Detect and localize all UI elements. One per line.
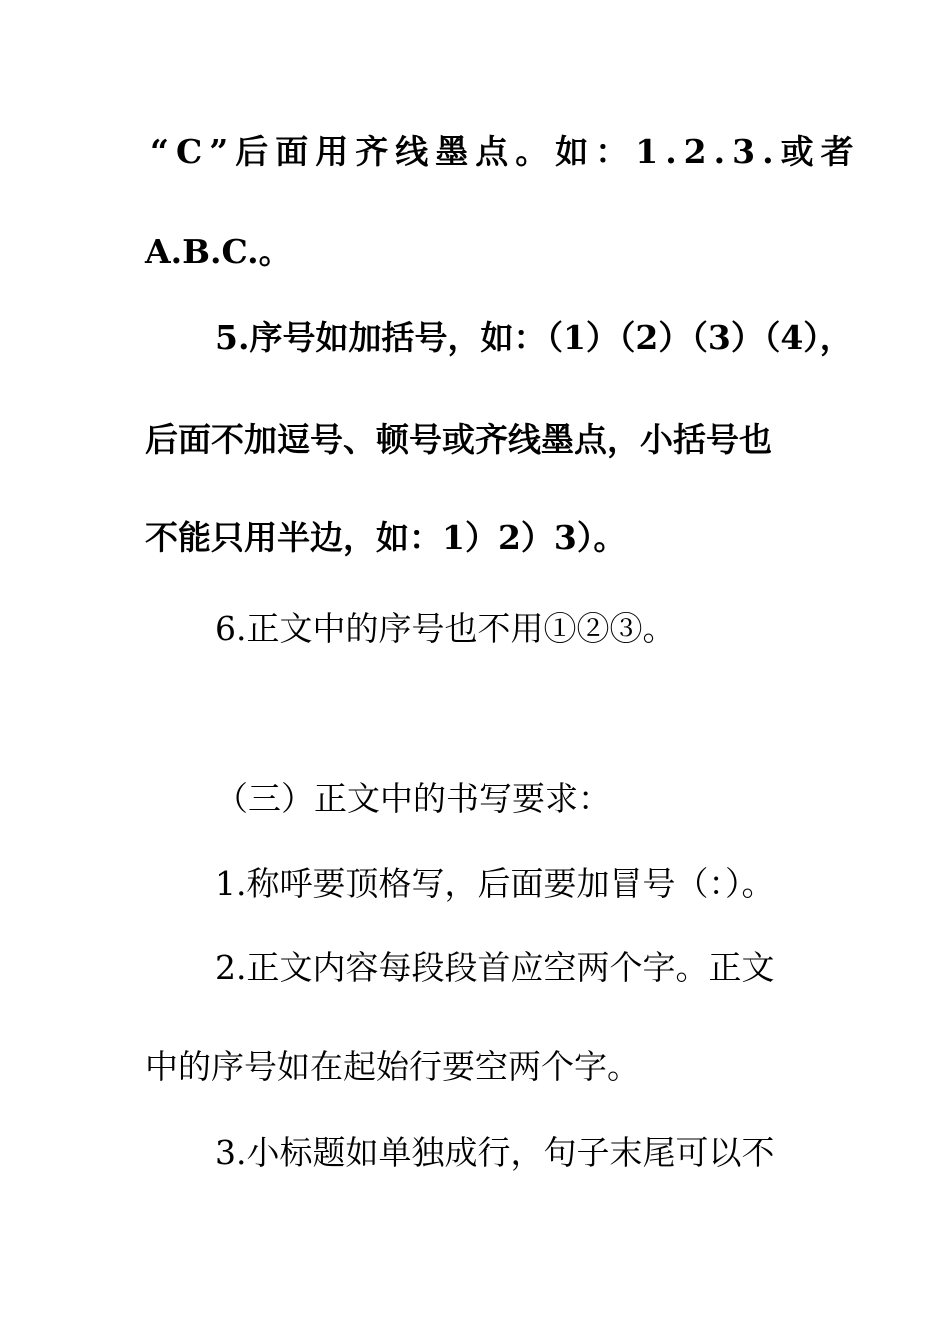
text-line-3: 5.序号如加括号，如：（1）（2）（3）（4）， — [215, 318, 853, 357]
text-line-4: 后面不加逗号、顿号或齐线墨点，小括号也 — [145, 420, 772, 459]
text-line-2: A.B.C.。 — [145, 232, 292, 271]
text-line-9: 2.正文内容每段段首应空两个字。正文 — [215, 948, 775, 987]
text-line-1: “C”后面用齐线墨点。如：1.2.3.或者 — [150, 132, 861, 171]
text-line-8: 1.称呼要顶格写，后面要加冒号（：）。 — [215, 864, 775, 903]
text-line-11: 3.小标题如单独成行，句子末尾可以不 — [215, 1133, 775, 1172]
text-line-5: 不能只用半边，如：1）2）3）。 — [145, 518, 627, 557]
text-line-6: 6.正文中的序号也不用①②③。 — [215, 609, 676, 648]
section-heading: （三）正文中的书写要求： — [215, 779, 611, 818]
text-line-10: 中的序号如在起始行要空两个字。 — [145, 1047, 640, 1086]
